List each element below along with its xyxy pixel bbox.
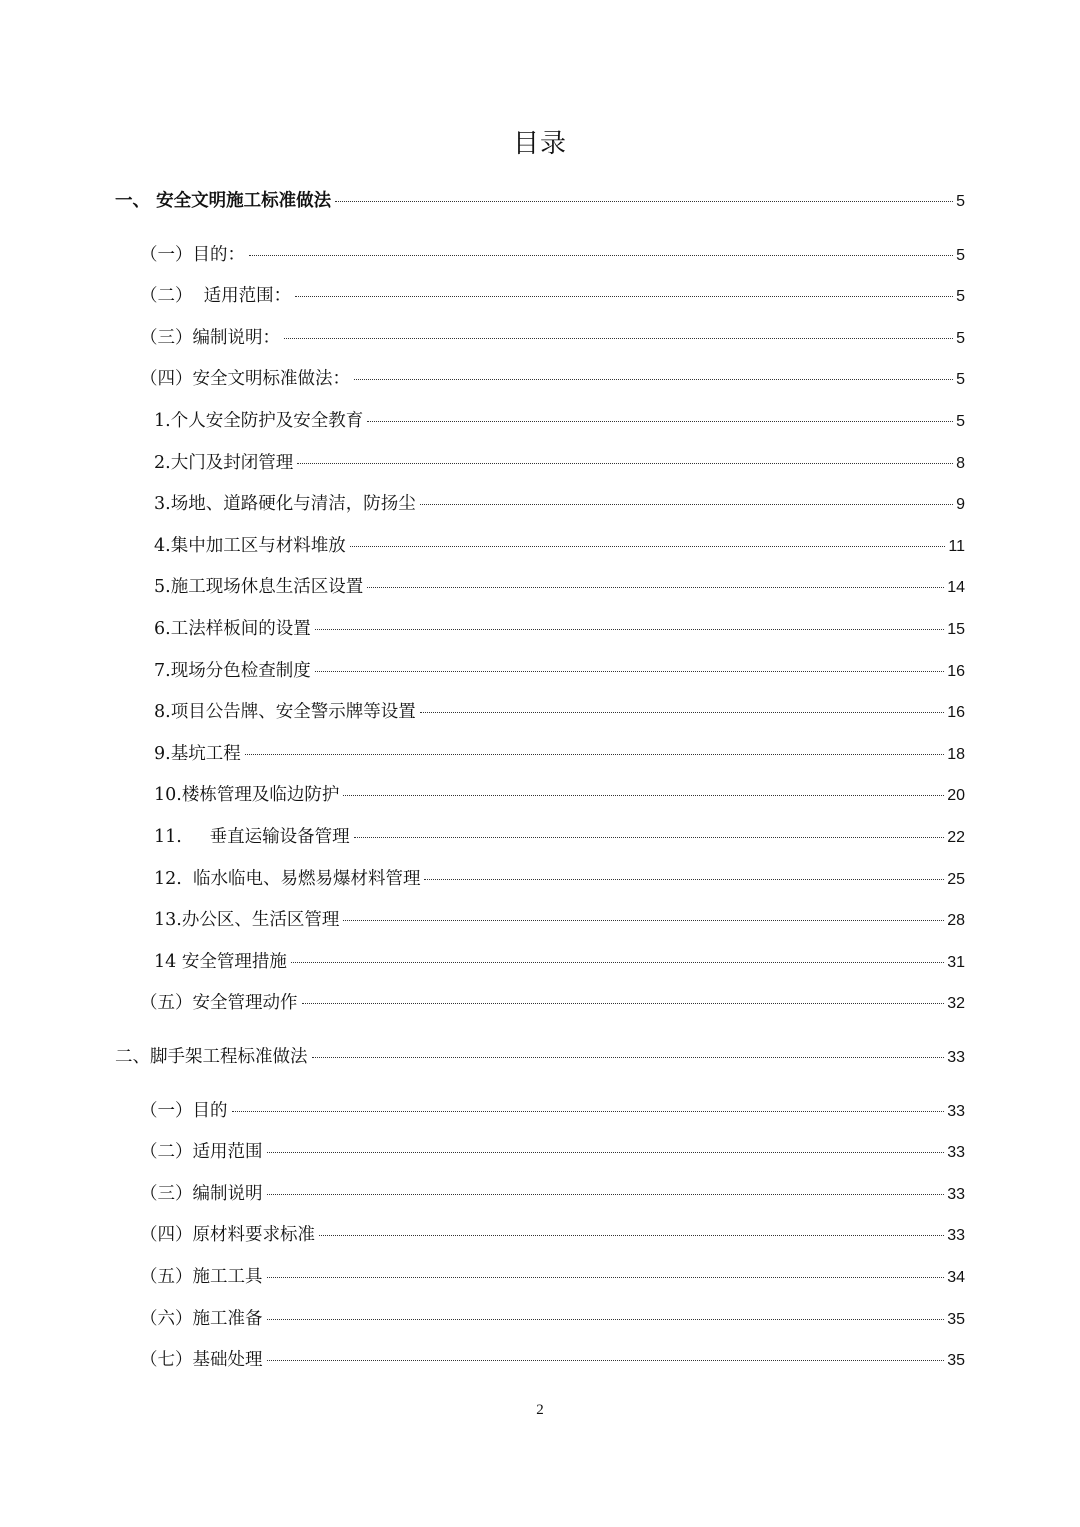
toc-dot-leader bbox=[367, 587, 944, 588]
toc-entry-title: （五）安全管理动作 bbox=[140, 993, 298, 1013]
toc-dot-leader bbox=[343, 795, 944, 796]
toc-entry-title: （五）施工工具 bbox=[140, 1267, 263, 1287]
toc-entry-title: 8.项目公告牌、安全警示牌等设置 bbox=[154, 702, 416, 722]
toc-entry-page: 32 bbox=[947, 995, 965, 1012]
toc-entry[interactable] bbox=[140, 1181, 965, 1208]
toc-entry-page: 34 bbox=[947, 1269, 965, 1286]
toc-entry-page: 9 bbox=[956, 496, 965, 513]
toc-entry-page: 28 bbox=[947, 912, 965, 929]
toc-dot-leader bbox=[267, 1194, 945, 1195]
toc-entry-page: 14 bbox=[947, 579, 965, 596]
toc-entry[interactable] bbox=[115, 188, 965, 215]
toc-dot-leader bbox=[284, 338, 953, 339]
toc-entry-page: 5 bbox=[956, 371, 965, 388]
toc-entry-title: （三）编制说明 bbox=[140, 1184, 263, 1204]
toc-dot-leader bbox=[302, 1003, 945, 1004]
toc-entry-page: 31 bbox=[947, 954, 965, 971]
toc-entry-page: 25 bbox=[947, 871, 965, 888]
toc-entry-page: 15 bbox=[947, 621, 965, 638]
toc-dot-leader bbox=[267, 1360, 945, 1361]
toc-entry-title: 9.基坑工程 bbox=[154, 744, 241, 764]
toc-entry-title: 3.场地、道路硬化与清洁，防扬尘 bbox=[154, 494, 416, 514]
toc-dot-leader bbox=[315, 629, 945, 630]
toc-entry-title: 1.个人安全防护及安全教育 bbox=[154, 411, 364, 431]
toc-entry[interactable] bbox=[154, 949, 965, 976]
toc-entry[interactable] bbox=[154, 782, 965, 809]
toc-dot-leader bbox=[245, 754, 945, 755]
toc-entry[interactable] bbox=[154, 616, 965, 643]
toc-entry-title: （二）适用范围 bbox=[140, 1142, 263, 1162]
toc-dot-leader bbox=[315, 671, 945, 672]
toc-entry-title: （一）目的： bbox=[140, 245, 245, 265]
toc-entry[interactable] bbox=[154, 491, 965, 518]
toc-dot-leader bbox=[354, 837, 945, 838]
toc-entry-page: 35 bbox=[947, 1352, 965, 1369]
toc-entry-title: （一）目的 bbox=[140, 1101, 228, 1121]
toc-entry-page: 11 bbox=[948, 538, 965, 555]
toc-entry-title: 5.施工现场休息生活区设置 bbox=[154, 577, 364, 597]
toc-entry-title: （四）原材料要求标准 bbox=[140, 1225, 315, 1245]
toc-entry[interactable] bbox=[140, 366, 965, 393]
toc-entry[interactable] bbox=[115, 1044, 965, 1071]
toc-entry[interactable] bbox=[154, 699, 965, 726]
toc-entry[interactable] bbox=[154, 450, 965, 477]
toc-entry[interactable] bbox=[154, 907, 965, 934]
toc-entry[interactable] bbox=[154, 741, 965, 768]
toc-entry-page: 5 bbox=[956, 288, 965, 305]
toc-entry-page: 33 bbox=[947, 1144, 965, 1161]
toc-dot-leader bbox=[420, 504, 953, 505]
toc-entry-page: 18 bbox=[947, 746, 965, 763]
toc-entry-title: （三）编制说明： bbox=[140, 328, 280, 348]
toc-entry[interactable] bbox=[140, 1264, 965, 1291]
toc-entry-title: 12. 临水临电、易燃易爆材料管理 bbox=[154, 869, 421, 889]
toc-dot-leader bbox=[319, 1235, 944, 1236]
toc-entry[interactable] bbox=[154, 866, 965, 893]
toc-entry[interactable] bbox=[154, 408, 965, 435]
toc-entry-title: 2.大门及封闭管理 bbox=[154, 453, 294, 473]
toc-entry[interactable] bbox=[154, 533, 965, 560]
toc-dot-leader bbox=[354, 379, 953, 380]
toc-entry-page: 5 bbox=[956, 413, 965, 430]
page-number: 2 bbox=[536, 1402, 544, 1418]
toc-dot-leader bbox=[297, 463, 953, 464]
toc-entry[interactable] bbox=[140, 242, 965, 269]
toc-entry[interactable] bbox=[140, 1306, 965, 1333]
toc-dot-leader bbox=[267, 1319, 945, 1320]
toc-dot-leader bbox=[350, 546, 946, 547]
toc-entry-title: 14 安全管理措施 bbox=[154, 952, 287, 972]
toc-dot-leader bbox=[291, 962, 944, 963]
toc-entry-page: 5 bbox=[956, 193, 965, 210]
toc-dot-leader bbox=[335, 201, 953, 202]
toc-dot-leader bbox=[267, 1277, 945, 1278]
toc-dot-leader bbox=[367, 421, 953, 422]
toc-entry[interactable] bbox=[140, 1139, 965, 1166]
toc-entry-title: 13.办公区、生活区管理 bbox=[154, 910, 340, 930]
toc-entry-title: 4.集中加工区与材料堆放 bbox=[154, 536, 346, 556]
toc-entry-title: （二） 适用范围： bbox=[140, 286, 292, 306]
toc-entry-page: 8 bbox=[956, 455, 965, 472]
toc-entry-title: （七）基础处理 bbox=[140, 1350, 263, 1370]
toc-entry[interactable] bbox=[140, 1222, 965, 1249]
toc-entry-page: 33 bbox=[947, 1227, 965, 1244]
toc-dot-leader bbox=[295, 296, 953, 297]
toc-entry-page: 33 bbox=[947, 1049, 965, 1066]
toc-entry-page: 5 bbox=[956, 247, 965, 264]
toc-entry[interactable] bbox=[154, 658, 965, 685]
toc-entry[interactable] bbox=[140, 1347, 965, 1374]
toc-entry[interactable] bbox=[140, 325, 965, 352]
toc-entry-title: 二、脚手架工程标准做法 bbox=[115, 1047, 308, 1067]
toc-entry-title: 6.工法样板间的设置 bbox=[154, 619, 311, 639]
toc-dot-leader bbox=[232, 1111, 945, 1112]
toc-entry-title: 10.楼栋管理及临边防护 bbox=[154, 785, 340, 805]
toc-dot-leader bbox=[343, 920, 944, 921]
toc-entry[interactable] bbox=[140, 1098, 965, 1125]
page-title: 目录 bbox=[512, 129, 567, 159]
toc-entry-title: 11. 垂直运输设备管理 bbox=[154, 827, 350, 847]
toc-dot-leader bbox=[424, 879, 944, 880]
toc-entry[interactable] bbox=[140, 283, 965, 310]
toc-entry-title: （四）安全文明标准做法： bbox=[140, 369, 350, 389]
toc-entry-title: 7.现场分色检查制度 bbox=[154, 661, 311, 681]
toc-dot-leader bbox=[420, 712, 945, 713]
toc-entry-page: 35 bbox=[947, 1311, 965, 1328]
toc-dot-leader bbox=[267, 1152, 945, 1153]
toc-entry-page: 20 bbox=[947, 787, 965, 804]
toc-entry-page: 33 bbox=[947, 1103, 965, 1120]
toc-entry-title: 一、 安全文明施工标准做法 bbox=[115, 191, 332, 211]
toc-entry-page: 33 bbox=[947, 1186, 965, 1203]
toc-entry-page: 16 bbox=[947, 663, 965, 680]
toc-dot-leader bbox=[312, 1057, 945, 1058]
toc-entry[interactable] bbox=[140, 990, 965, 1017]
toc-entry[interactable] bbox=[154, 824, 965, 851]
toc-entry-title: （六）施工准备 bbox=[140, 1309, 263, 1329]
toc-entry-page: 22 bbox=[947, 829, 965, 846]
toc-entry-page: 16 bbox=[947, 704, 965, 721]
toc-entry[interactable] bbox=[154, 574, 965, 601]
toc-dot-leader bbox=[249, 255, 953, 256]
toc-entry-page: 5 bbox=[956, 330, 965, 347]
